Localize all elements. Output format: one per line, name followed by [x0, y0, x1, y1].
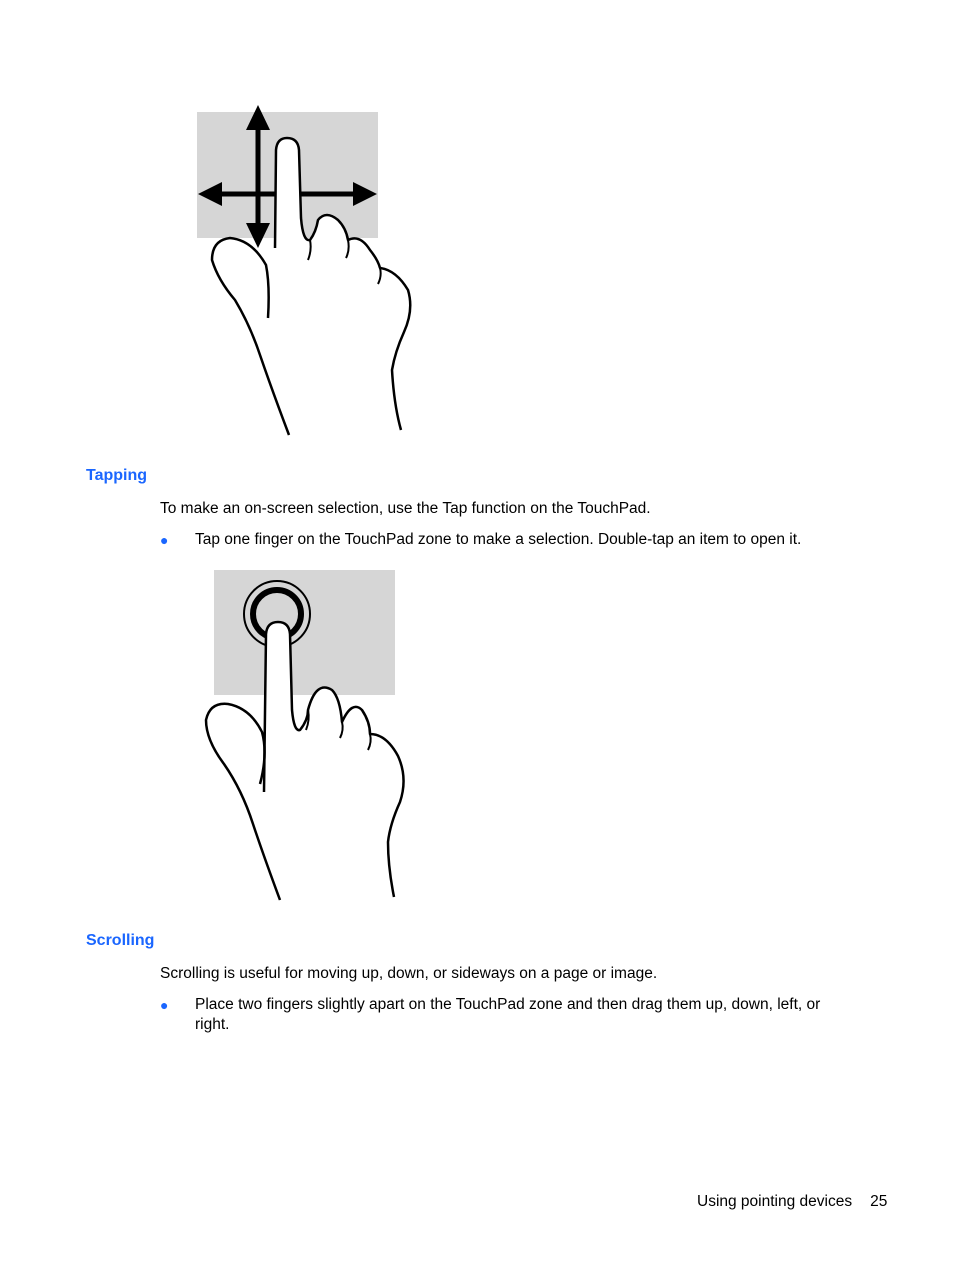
scrolling-intro: Scrolling is useful for moving up, down, or sideways on a page or image. [160, 965, 658, 982]
pointing-gesture-illustration [190, 100, 420, 440]
tap-gesture-illustration [198, 562, 418, 907]
hand-with-four-way-arrows-icon [190, 100, 420, 440]
hand-tap-target-icon [198, 562, 418, 907]
bullet-icon: ● [160, 997, 169, 1013]
tapping-intro: To make an on-screen selection, use the Tap function on the TouchPad. [160, 500, 651, 517]
scrolling-bullet-text: Place two fingers slightly apart on the TouchPad zone and then drag them up, down, left, or right. [195, 996, 821, 1033]
thumb-outline [212, 238, 289, 435]
tapping-heading: Tapping [86, 467, 148, 484]
tapping-bullet-text: Tap one finger on the TouchPad zone to make a selection. Double-tap an item to open it. [195, 531, 802, 548]
footer-section-title: Using pointing devices [697, 1193, 853, 1210]
bullet-icon: ● [160, 532, 169, 548]
page-number: 25 [870, 1193, 888, 1210]
page-footer [697, 1192, 887, 1212]
scrolling-heading: Scrolling [86, 932, 155, 949]
